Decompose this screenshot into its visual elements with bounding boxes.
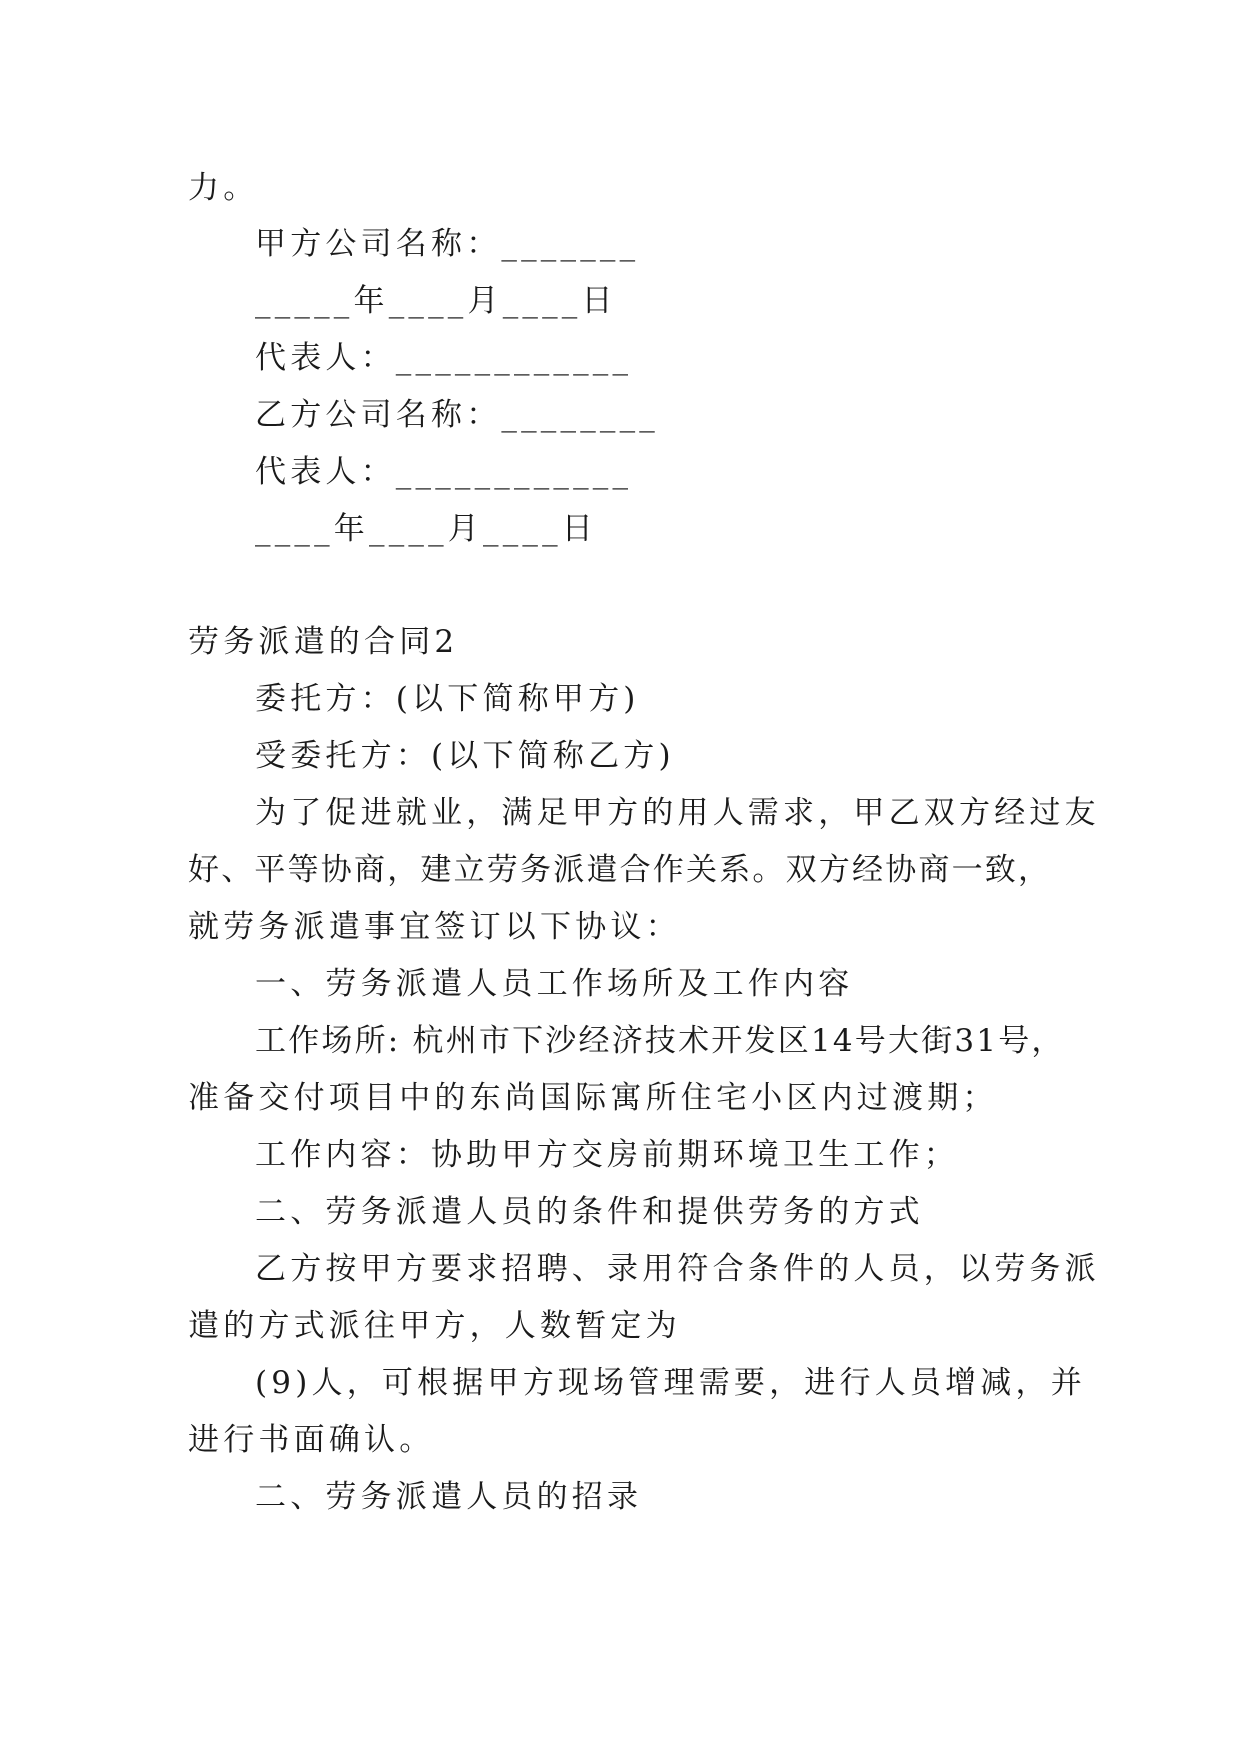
- signature-representative-a: 代表人：____________: [255, 340, 633, 376]
- signature-date-b: ____年____月____日: [255, 511, 597, 547]
- text-line: 力。: [188, 170, 259, 206]
- paragraph-line: 为了促进就业，满足甲方的用人需求，甲乙双方经过友: [255, 795, 1100, 831]
- paragraph-line: 好、平等协商，建立劳务派遣合作关系。双方经协商一致，: [188, 852, 1052, 888]
- signature-company-b: 乙方公司名称：________: [255, 397, 659, 433]
- paragraph-line: (9)人，可根据甲方现场管理需要，进行人员增减，并: [255, 1365, 1086, 1401]
- paragraph-line: 准备交付项目中的东尚国际寓所住宅小区内过渡期；: [188, 1080, 998, 1116]
- signature-company-a: 甲方公司名称：_______: [255, 226, 640, 262]
- signature-date-a: _____年____月____日: [255, 283, 617, 319]
- paragraph-line: 遣的方式派往甲方，人数暂定为: [188, 1308, 681, 1344]
- party-b-line: 受委托方：(以下简称乙方): [255, 738, 675, 774]
- clause-heading: 一、劳务派遣人员工作场所及工作内容: [255, 966, 854, 1002]
- section-title: 劳务派遣的合同2: [188, 624, 459, 660]
- paragraph-line: 进行书面确认。: [188, 1422, 435, 1458]
- paragraph-line: 就劳务派遣事宜签订以下协议：: [188, 909, 681, 945]
- paragraph-line: 工作场所: 杭州市下沙经济技术开发区14号大街31号，: [255, 1023, 1065, 1059]
- clause-heading: 二、劳务派遣人员的条件和提供劳务的方式: [255, 1194, 924, 1230]
- paragraph-line: 工作内容：协助甲方交房前期环境卫生工作；: [255, 1137, 959, 1173]
- paragraph-line: 乙方按甲方要求招聘、录用符合条件的人员，以劳务派: [255, 1251, 1100, 1287]
- clause-heading: 二、劳务派遣人员的招录: [255, 1479, 643, 1515]
- party-a-line: 委托方：(以下简称甲方): [255, 681, 640, 717]
- signature-representative-b: 代表人：____________: [255, 454, 633, 490]
